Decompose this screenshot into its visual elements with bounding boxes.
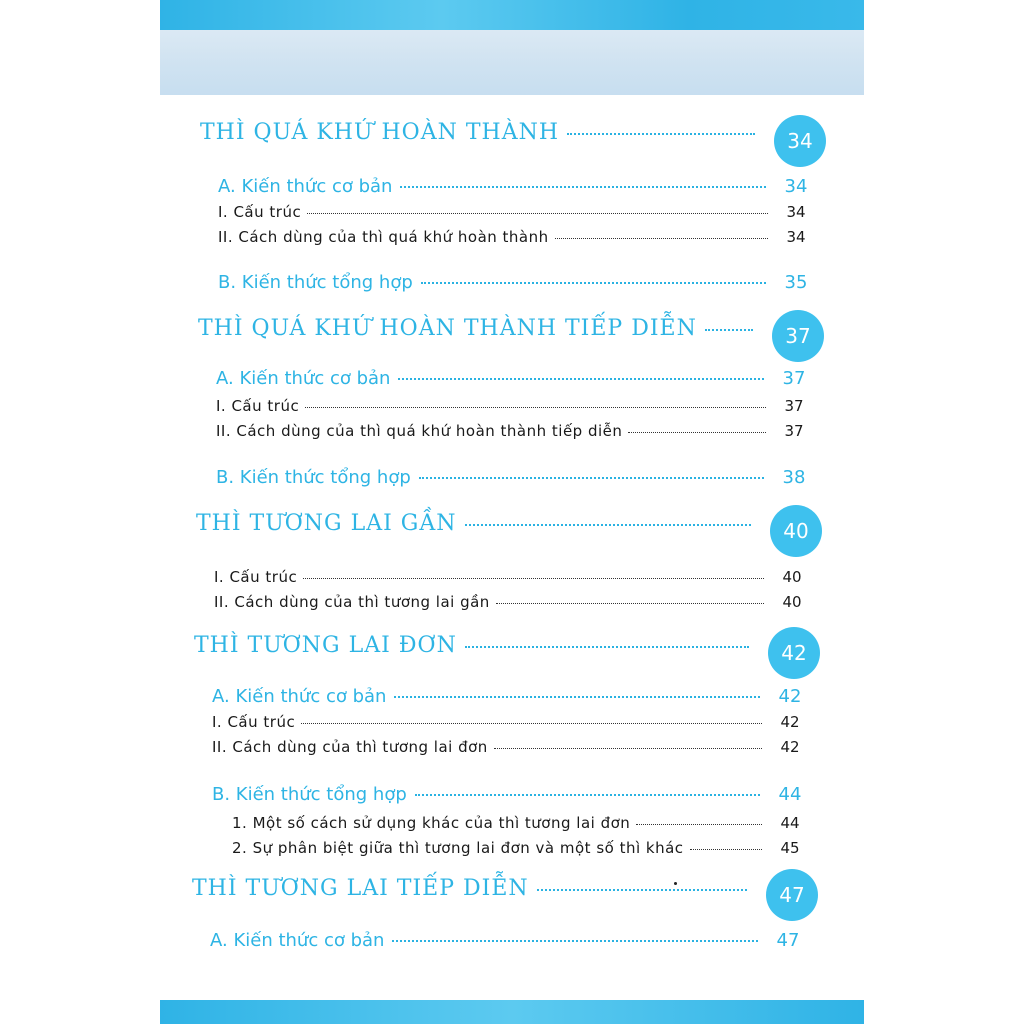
section-title: A. Kiến thức cơ bản: [210, 930, 385, 951]
page-number-badge: 42: [768, 627, 820, 679]
section-title: B. Kiến thức tổng hợp: [216, 467, 411, 488]
chapter-title: THÌ TƯƠNG LAI GẦN: [196, 511, 457, 536]
stray-dot-mark: [674, 882, 677, 885]
toc-subitem-entry[interactable]: [212, 713, 812, 731]
section-title: A. Kiến thức cơ bản: [212, 686, 387, 707]
toc-chapter-entry[interactable]: [198, 316, 763, 341]
subitem-page: 34: [786, 228, 806, 246]
section-page: 44: [778, 784, 802, 805]
dot-leader: [303, 578, 764, 579]
section-title: A. Kiến thức cơ bản: [216, 368, 391, 389]
toc-chapter-entry[interactable]: [200, 120, 765, 145]
toc-section-entry[interactable]: [218, 176, 818, 197]
top-header-band: [160, 30, 864, 95]
toc-subitem-entry[interactable]: [216, 422, 816, 440]
dot-leader: [394, 696, 760, 698]
subitem-title: I. Cấu trúc: [216, 397, 300, 415]
section-page: 47: [776, 930, 800, 951]
toc-subitem-entry[interactable]: [214, 568, 814, 586]
subitem-title: II. Cách dùng của thì tương lai gần: [214, 593, 490, 611]
chapter-title: THÌ QUÁ KHỨ HOÀN THÀNH: [200, 120, 560, 145]
dot-leader: [421, 282, 766, 284]
toc-subitem-entry[interactable]: [232, 839, 812, 857]
toc-section-entry[interactable]: [210, 930, 810, 951]
subitem-page: 34: [786, 203, 806, 221]
toc-subitem-entry[interactable]: [212, 738, 812, 756]
bottom-color-bar: [160, 1000, 864, 1024]
subitem-page: 37: [784, 397, 804, 415]
subitem-title: I. Cấu trúc: [218, 203, 302, 221]
subitem-page: 37: [784, 422, 804, 440]
page-number-badge: 37: [772, 310, 824, 362]
toc-section-entry[interactable]: [216, 368, 816, 389]
toc-subitem-entry[interactable]: [218, 228, 818, 246]
dot-leader: [636, 824, 762, 825]
page-number-badge: 34: [774, 115, 826, 167]
section-page: 42: [778, 686, 802, 707]
section-title: B. Kiến thức tổng hợp: [212, 784, 407, 805]
toc-subitem-entry[interactable]: [214, 593, 814, 611]
toc-subitem-entry[interactable]: [218, 203, 818, 221]
dot-leader: [465, 524, 751, 526]
subitem-title: II. Cách dùng của thì quá khứ hoàn thành tiếp diễn: [216, 422, 623, 440]
subitem-title: II. Cách dùng của thì tương lai đơn: [212, 738, 488, 756]
section-page: 38: [782, 467, 806, 488]
section-title: A. Kiến thức cơ bản: [218, 176, 393, 197]
section-title: B. Kiến thức tổng hợp: [218, 272, 413, 293]
page-number-badge: 40: [770, 505, 822, 557]
dot-leader: [419, 477, 764, 479]
dot-leader: [301, 723, 762, 724]
subitem-title: 2. Sự phân biệt giữa thì tương lai đơn và một số thì khác: [232, 839, 684, 857]
dot-leader: [494, 748, 762, 749]
subitem-title: II. Cách dùng của thì quá khứ hoàn thành: [218, 228, 549, 246]
dot-leader: [305, 407, 766, 408]
section-page: 34: [784, 176, 808, 197]
subitem-page: 40: [782, 568, 802, 586]
section-page: 37: [782, 368, 806, 389]
subitem-page: 42: [780, 738, 800, 756]
chapter-title: THÌ TƯƠNG LAI ĐƠN: [194, 633, 457, 658]
section-page: 35: [784, 272, 808, 293]
toc-chapter-entry[interactable]: [194, 633, 759, 658]
dot-leader: [307, 213, 768, 214]
subitem-title: I. Cấu trúc: [212, 713, 296, 731]
subitem-page: 45: [780, 839, 800, 857]
toc-subitem-entry[interactable]: [232, 814, 812, 832]
top-color-bar: [160, 0, 864, 30]
dot-leader: [415, 794, 760, 796]
toc-subitem-entry[interactable]: [216, 397, 816, 415]
toc-section-entry[interactable]: [212, 686, 812, 707]
toc-section-entry[interactable]: [218, 272, 818, 293]
chapter-title: THÌ QUÁ KHỨ HOÀN THÀNH TIẾP DIỄN: [198, 316, 697, 341]
subitem-title: 1. Một số cách sử dụng khác của thì tương lai đơn: [232, 814, 631, 832]
dot-leader: [392, 940, 758, 942]
toc-section-entry[interactable]: [212, 784, 812, 805]
toc-section-entry[interactable]: [216, 467, 816, 488]
subitem-title: I. Cấu trúc: [214, 568, 298, 586]
dot-leader: [705, 329, 753, 331]
dot-leader: [465, 646, 749, 648]
toc-chapter-entry[interactable]: [196, 511, 761, 536]
dot-leader: [567, 133, 755, 135]
subitem-page: 44: [780, 814, 800, 832]
chapter-title: THÌ TƯƠNG LAI TIẾP DIỄN: [192, 876, 529, 901]
page-number-badge: 47: [766, 869, 818, 921]
dot-leader: [537, 889, 747, 891]
dot-leader: [690, 849, 762, 850]
dot-leader: [398, 378, 764, 380]
subitem-page: 42: [780, 713, 800, 731]
dot-leader: [496, 603, 764, 604]
dot-leader: [628, 432, 766, 433]
dot-leader: [400, 186, 766, 188]
toc-page: [160, 0, 864, 1024]
dot-leader: [555, 238, 768, 239]
subitem-page: 40: [782, 593, 802, 611]
toc-chapter-entry[interactable]: [192, 876, 757, 901]
